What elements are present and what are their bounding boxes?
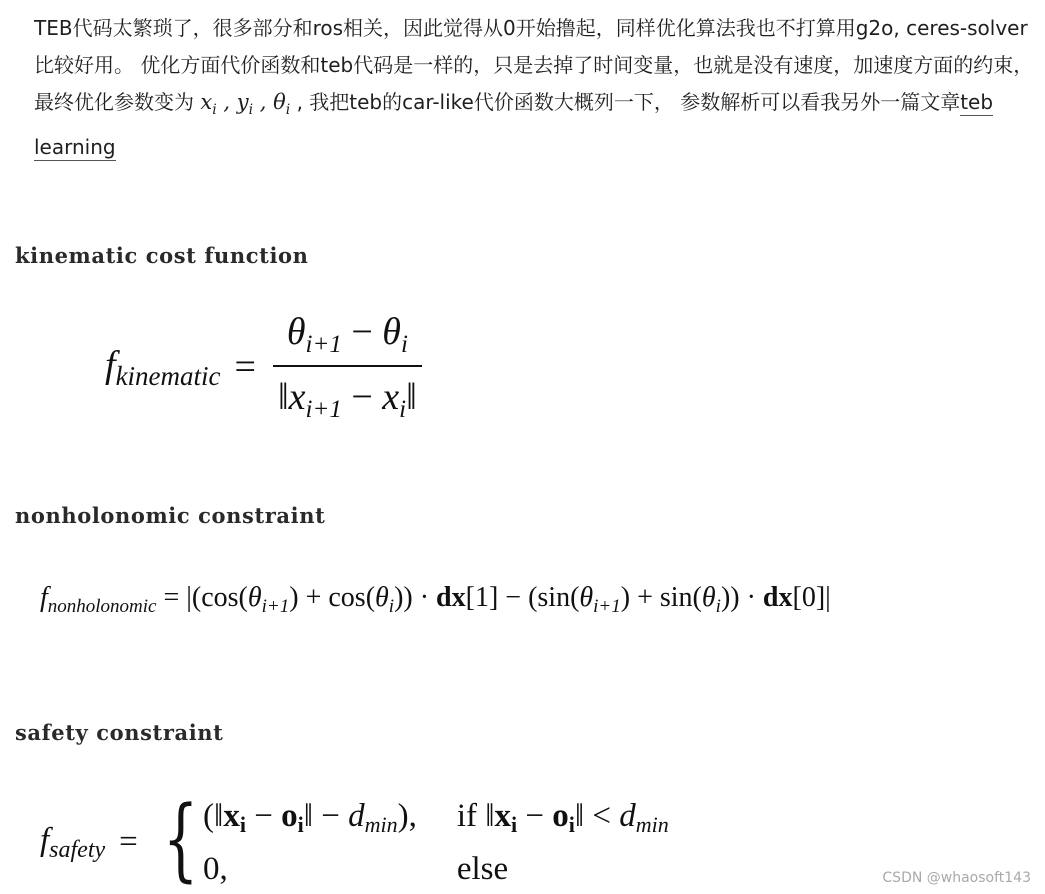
safety-formula: $f_{safety}$ = { ($‖x_i$ − $o_i‖ - d_{min}$), if $‖x_i$ − $o_i‖ < d_{min}$ 0, else [40, 786, 669, 892]
safety-heading: safety constraint [15, 720, 224, 745]
math-variables: $x_i$ , $y_i$ , $\theta_i$ [200, 90, 291, 119]
kinematic-heading: kinematic cost function [15, 243, 309, 268]
intro-text-part2: , 我把teb的car-like代价函数大概列一下， 参数解析可以看我另外一篇文章 [290, 90, 961, 114]
kinematic-formula: $f_{kinematic}$ = $\frac{\theta_{i+1} - \theta_i}{‖x_{i+1} - x_i‖}$ [105, 310, 423, 424]
teb-learning-link[interactable]: teb learning [34, 90, 994, 160]
nonholonomic-formula: $f_{nonholonomic} = |(\cos(\theta_{i+1}) + \cos(\theta_i)) \cdot dx[1] - (\sin(\theta_{i+1}) + \sin(\theta_i)) \cdot dx[0]|$ [40, 582, 831, 617]
nonholonomic-heading: nonholonomic constraint [15, 503, 326, 528]
csdn-watermark: CSDN @whaosoft143 [882, 870, 1031, 886]
intro-text-part1: TEB代码太繁琐了，很多部分和ros相关，因此觉得从0开始撸起，同样优化算法我也不打算用g2o, ceres-solver比较好用。 优化方面代价函数和teb代码是一样的，只是去掉了时间变量，也就是没有速度，加速度方面的约束，最终优化参数变为 [34, 16, 1034, 114]
intro-paragraph [34, 10, 1034, 166]
